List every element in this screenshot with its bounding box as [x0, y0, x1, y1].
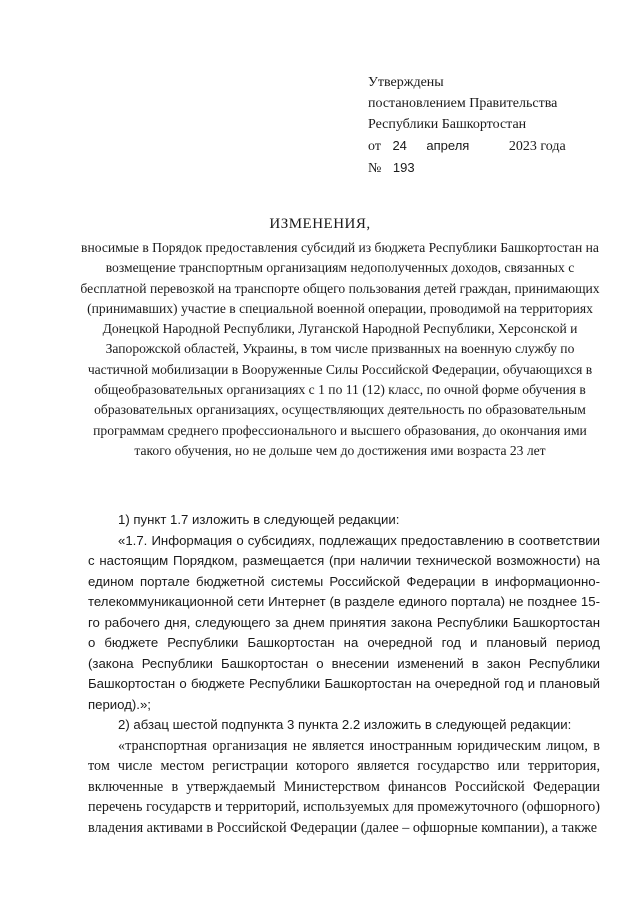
number-prefix: № — [368, 161, 382, 176]
document-subtitle: вносимые в Порядок предоставления субсидий из бюджета Республики Башкортостан на возмещение транспортным организациям недополученных доходов, связанных с бесплатной перевозкой на транспорте общего пользования детей граждан, принимающих (принимавших) участие в специальной военной операции, проводимой на территориях Донецкой Народной Республики, Луганской Народной Республики, Херсонской и Запорожской областей, Украины, в том числе призванных на военную службу по частичной мобилизации в Вооруженные Силы Российской Федерации, обучающихся в общеобразовательных организациях с 1 по 11 (12) класс, по очной форме обучения в образовательных организациях, осуществляющих деятельность по образовательным программам среднего профессионального и высшего образования, до окончания ими такого обучения, но не дольше чем до достижения ими возраста 23 лет — [80, 240, 600, 458]
paragraph-quote-transport: «транспортная организация не является иностранным юридическим лицом, в том числе местом регистрации которого является государство или территория, включенные в утверждаемый Министерством финансов Российской Федерации перечень государств и территорий, используемых для промежуточного (офшорного) владения активами в Российской Федерации (далее – офшорные компании), а также — [88, 737, 600, 836]
approval-line-republic: Республики Башкортостан — [368, 117, 527, 132]
resolution-number: 193 — [392, 160, 415, 175]
approval-line-approved: Утверждены — [368, 75, 444, 90]
paragraph-quote-1-7: «1.7. Информация о субсидиях, подлежащих предоставлению в соответствии с настоящим Порядком, размещается (при наличии технической возможности) на едином портале бюджетной системы Российской Федерации в информационно-телекоммуникационной сети Интернет (в разделе единого портала) не позднее 15-го рабочего дня, следующего за днем принятия закона Республики Башкортостан о бюджете Республики Башкортостан на очередной год и плановый период (закона Республики Башкортостан о внесении изменений в закон Республики Башкортостан о бюджете Республики Башкортостан на очередной год и плановый период).»; — [88, 532, 600, 712]
approval-line-resolution: постановлением Правительства — [368, 96, 558, 111]
approval-number-line — [368, 157, 618, 179]
date-day: 24 — [392, 138, 407, 153]
paragraph-item-2: 2) абзац шестой подпункта 3 пункта 2.2 изложить в следующей редакции: — [118, 717, 572, 732]
date-prefix: от — [368, 139, 381, 154]
document-body — [88, 510, 600, 838]
approval-date-line — [368, 135, 618, 157]
approval-block — [368, 72, 618, 179]
date-month: апреля — [426, 138, 470, 153]
document-title: ИЗМЕНЕНИЯ, — [269, 216, 371, 232]
date-year: 2023 года — [508, 139, 566, 154]
paragraph-item-1: 1) пункт 1.7 изложить в следующей редакции: — [118, 512, 400, 527]
